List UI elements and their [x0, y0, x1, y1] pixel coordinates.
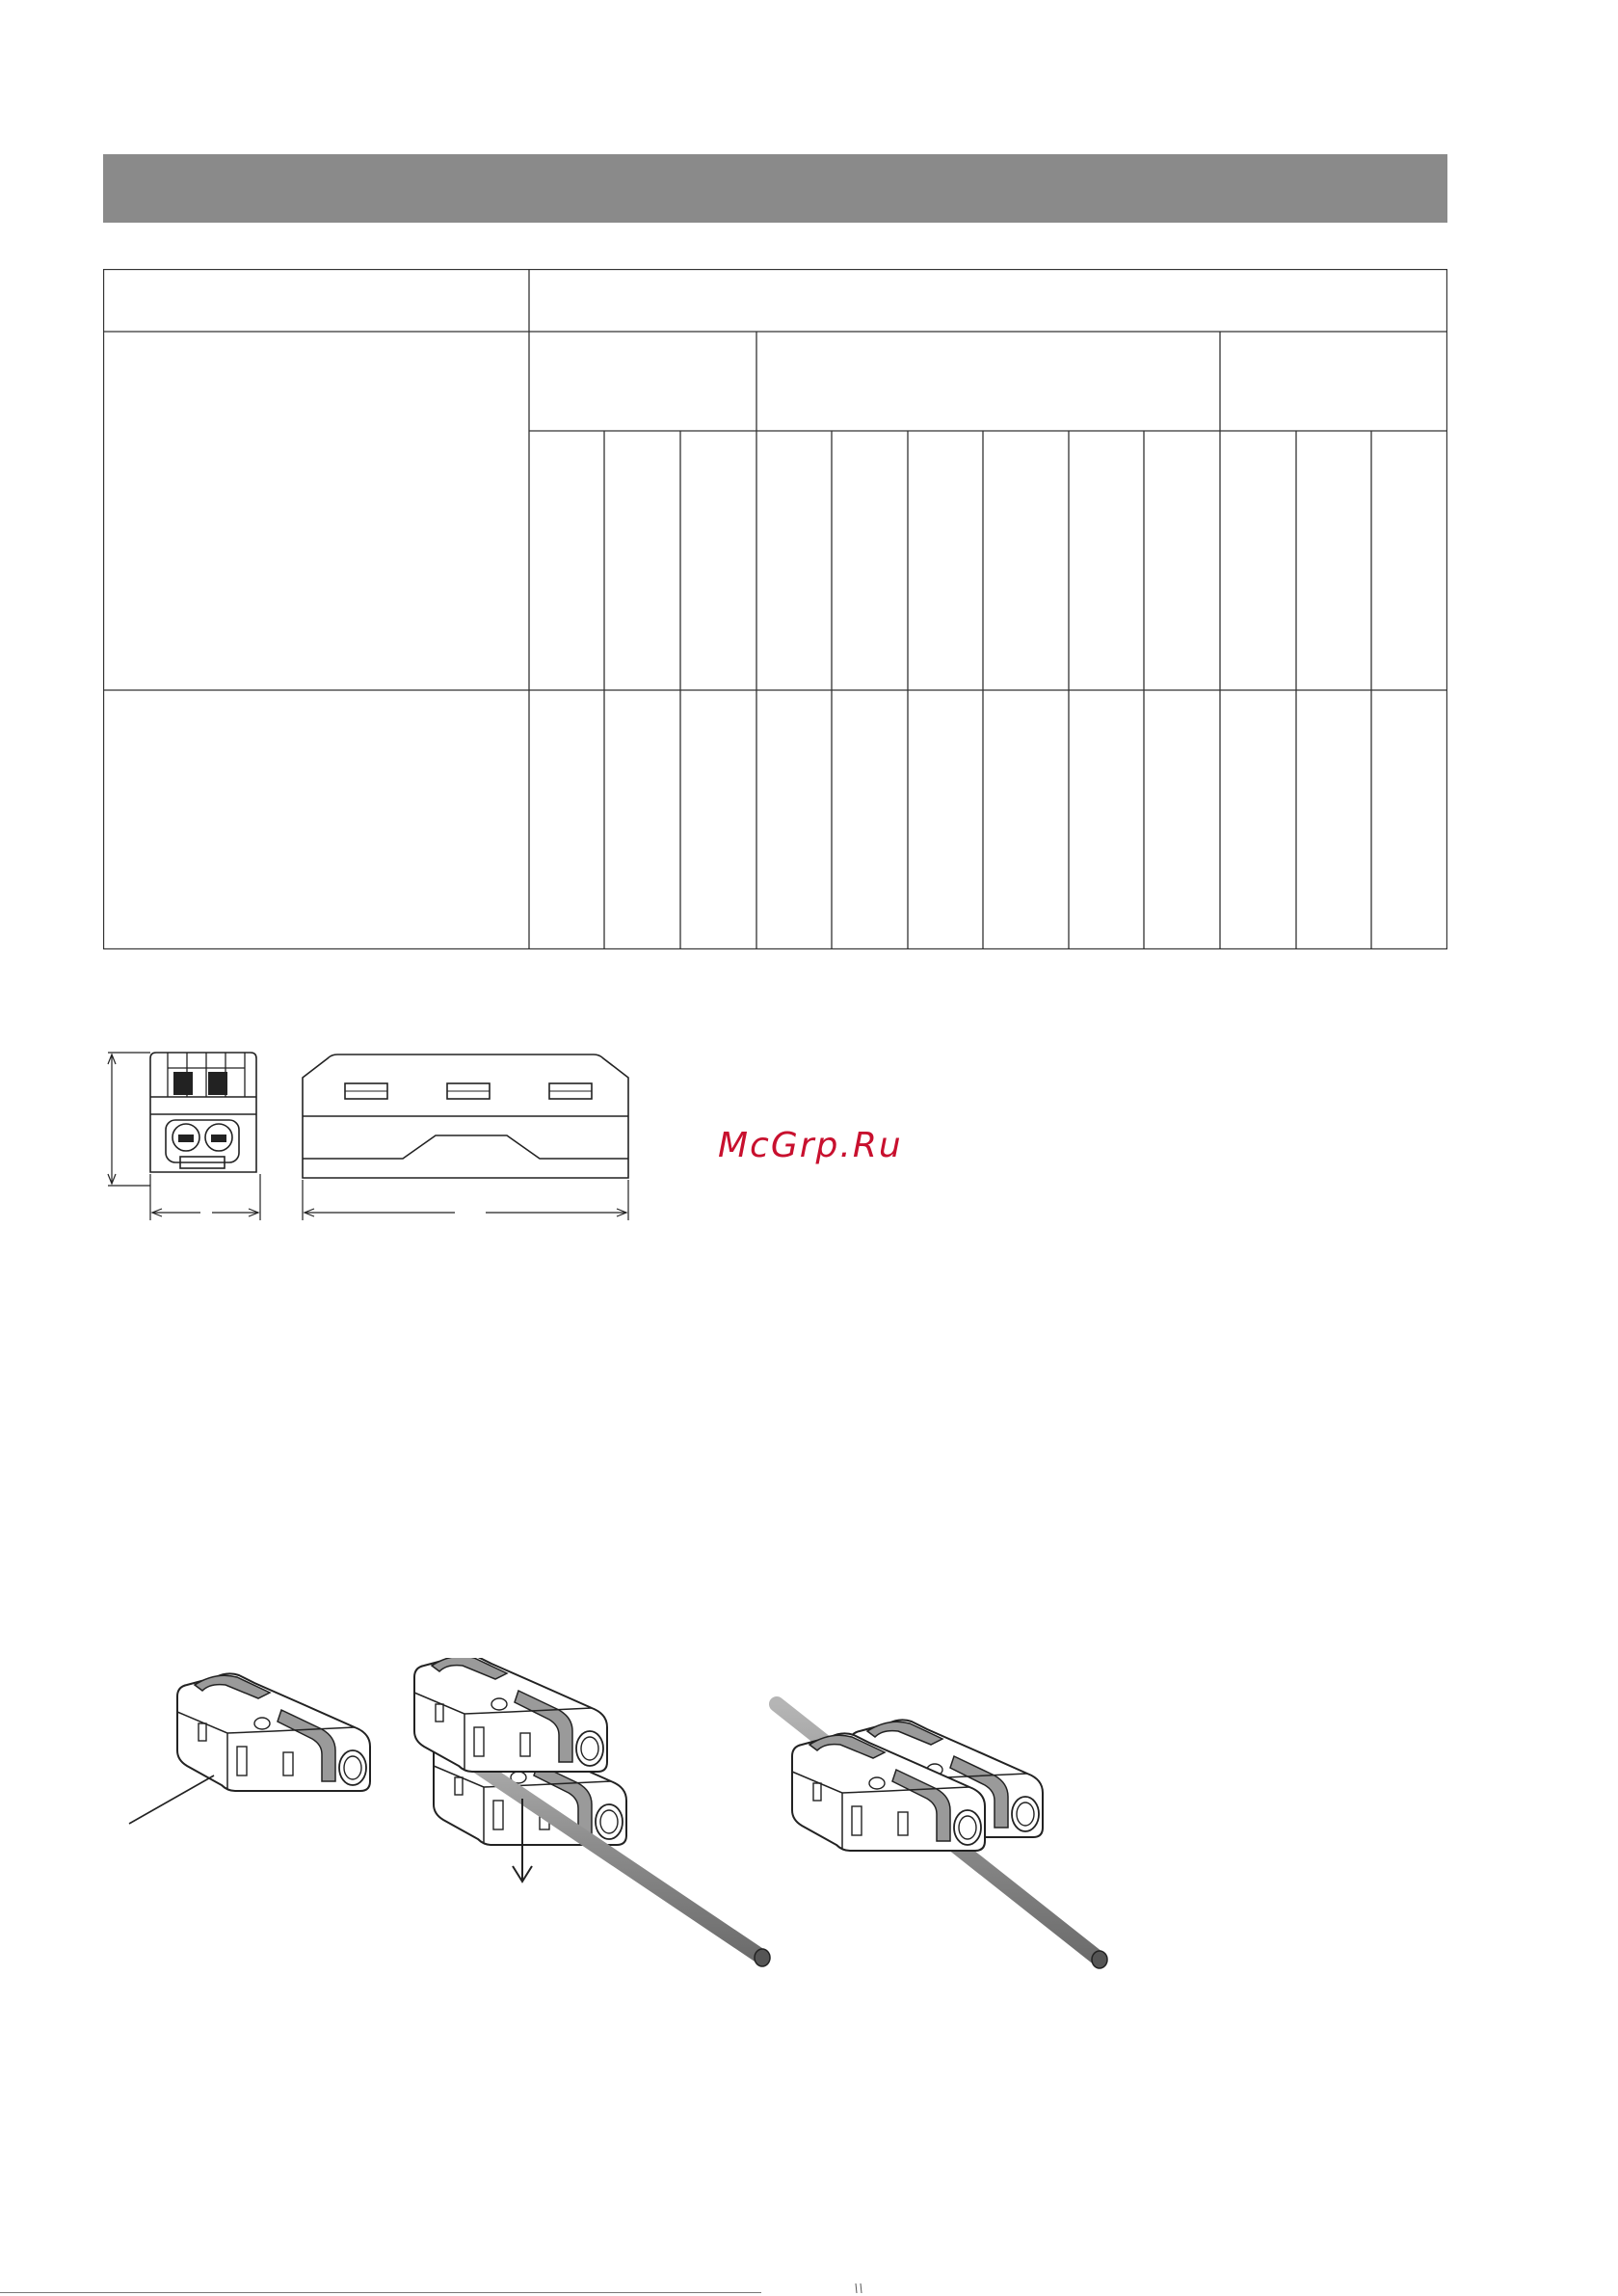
section-header-bar — [103, 154, 1447, 223]
connector-illustrations — [125, 1658, 1147, 1986]
watermark-text: McGrp.Ru — [718, 1126, 903, 1165]
length-dimension — [303, 1180, 628, 1220]
dimension-drawing — [96, 1041, 655, 1224]
table-border — [104, 270, 1447, 949]
height-dimension — [108, 1053, 150, 1186]
specification-table — [103, 269, 1447, 949]
connector-side-view-icon — [303, 1055, 628, 1178]
width-dimension — [150, 1174, 260, 1220]
connector-front-view-icon — [150, 1053, 256, 1172]
stacking-connectors-icon — [414, 1658, 770, 1966]
stacked-connectors-icon — [777, 1704, 1107, 1968]
footer-rule — [0, 2292, 761, 2293]
footer-mark-icon — [854, 2283, 863, 2294]
single-connector-icon — [129, 1673, 370, 1824]
